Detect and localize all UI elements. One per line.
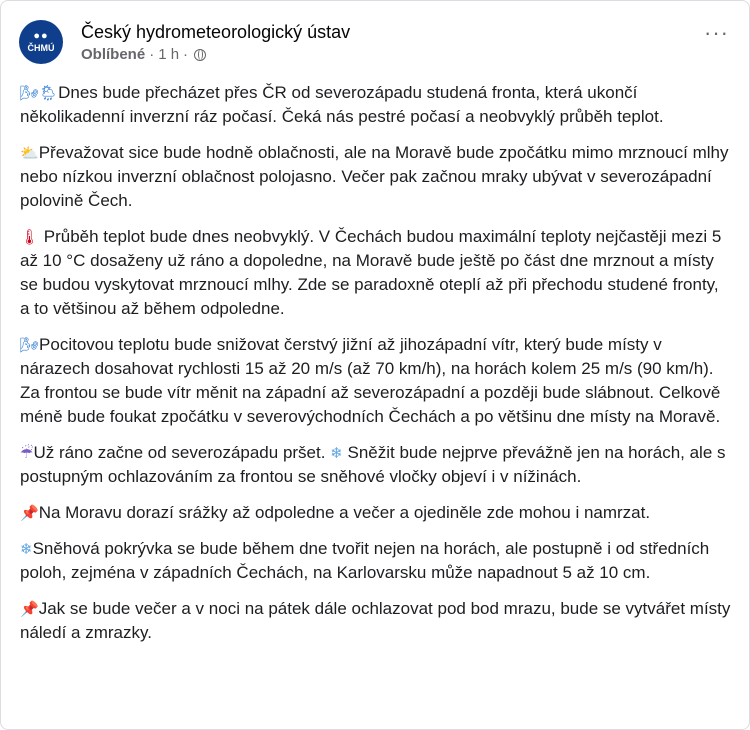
post-paragraph — [20, 537, 731, 585]
post-paragraph — [20, 441, 731, 489]
post-body — [20, 81, 731, 657]
header-text — [81, 21, 729, 63]
sun-cloud-icon: ⛅ — [20, 144, 39, 162]
pushpin-icon: 📌 — [20, 504, 39, 522]
logo-text: ČHMÚ — [27, 43, 55, 53]
paragraph-text: Sněžit bude nejprve převážně jen na horách, ale s postupným ochlazováním za frontou se sněhové vločky objeví i v nížinách. — [20, 443, 726, 486]
page-name-link[interactable]: Český hydrometeorologický ústav — [81, 22, 351, 42]
paragraph-text: Na Moravu dorazí srážky až odpoledne a večer a ojediněle zde mohou i namrzat. — [38, 503, 651, 522]
globe-icon[interactable] — [194, 49, 206, 61]
paragraph-text: Sněhová pokrývka se bude během dne tvořit nejen na horách, ale postupně i od středních poloh, zejména v západních Čechách, na Karlovarsku může napadnout 5 až 10 cm. — [20, 539, 710, 582]
paragraph-text: Už ráno začne od severozápadu pršet. — [33, 443, 331, 462]
paragraph-text: Pocitovou teplotu bude snižovat čerstvý jižní až jihozápadní vítr, který bude místy v nárazech dosahovat rychlosti 15 až 20 m/s (až 70 km/h), na horách kolem 25 m/s (90 km/h). Za frontou se bude vítr měnit na západní až severozápadní a později bude slábnout. Celkově méně bude foukat zpočátku v severovýchodních Čechách a po většinu dne místy na Moravě. — [20, 335, 721, 426]
pushpin-icon: 📌 — [20, 600, 39, 618]
post-time-link[interactable]: 1 h — [158, 46, 180, 63]
umbrella-rain-icon: ☔ — [20, 444, 34, 462]
avatar[interactable] — [19, 20, 63, 64]
snowflake-icon: ❄ — [20, 540, 33, 558]
wind-icon: 🌬 — [20, 336, 40, 354]
post-paragraph — [20, 141, 731, 213]
logo-mark-icon: ●● — [33, 30, 49, 42]
meta-separator: · — [149, 46, 155, 63]
post-paragraph — [20, 597, 731, 645]
paragraph-text: Převažovat sice bude hodně oblačnosti, ale na Moravě bude zpočátku mimo mrznoucí mlhy nebo nízkou inverzní oblačnost polojasno. Večer pak začnou mraky ubývat v severozápadní polovině Čech. — [20, 143, 729, 210]
post-paragraph — [20, 81, 731, 129]
post-meta — [81, 46, 729, 63]
more-options-button[interactable]: ··· — [704, 20, 729, 45]
post-header — [19, 17, 729, 67]
post-paragraph — [20, 225, 731, 321]
meta-separator: · — [183, 46, 189, 63]
snowflake-icon: ❄ — [330, 444, 343, 462]
post-paragraph — [20, 333, 731, 429]
paragraph-text: Jak se bude večer a v noci na pátek dále ochlazovat pod bod mrazu, bude se vytvářet místy náledí a zmrazky. — [20, 599, 731, 642]
thermometer-icon: 🌡 — [20, 228, 40, 246]
paragraph-text: Průběh teplot bude dnes neobvyklý. V Čechách budou maximální teploty nejčastěji mezi 5 až 10 °C dosaženy už ráno a dopoledne, na Moravě bude ještě po část dne mrznout a místy se budou vyskytovat mrznoucí mlhy. Zde se paradoxně oteplí až při přechodu studené fronty, a to většinou až během odpoledne. — [20, 227, 722, 318]
post-paragraph — [20, 501, 731, 525]
paragraph-text: Dnes bude přecházet přes ČR od severozápadu studená fronta, která ukončí několikadenní inverzní ráz počasí. Čeká nás pestré počasí a neobvyklý průběh teplot. — [20, 83, 664, 126]
audience-label: Oblíbené — [81, 46, 146, 63]
wind-cloud-icon: 🌬🌦 — [20, 84, 59, 102]
